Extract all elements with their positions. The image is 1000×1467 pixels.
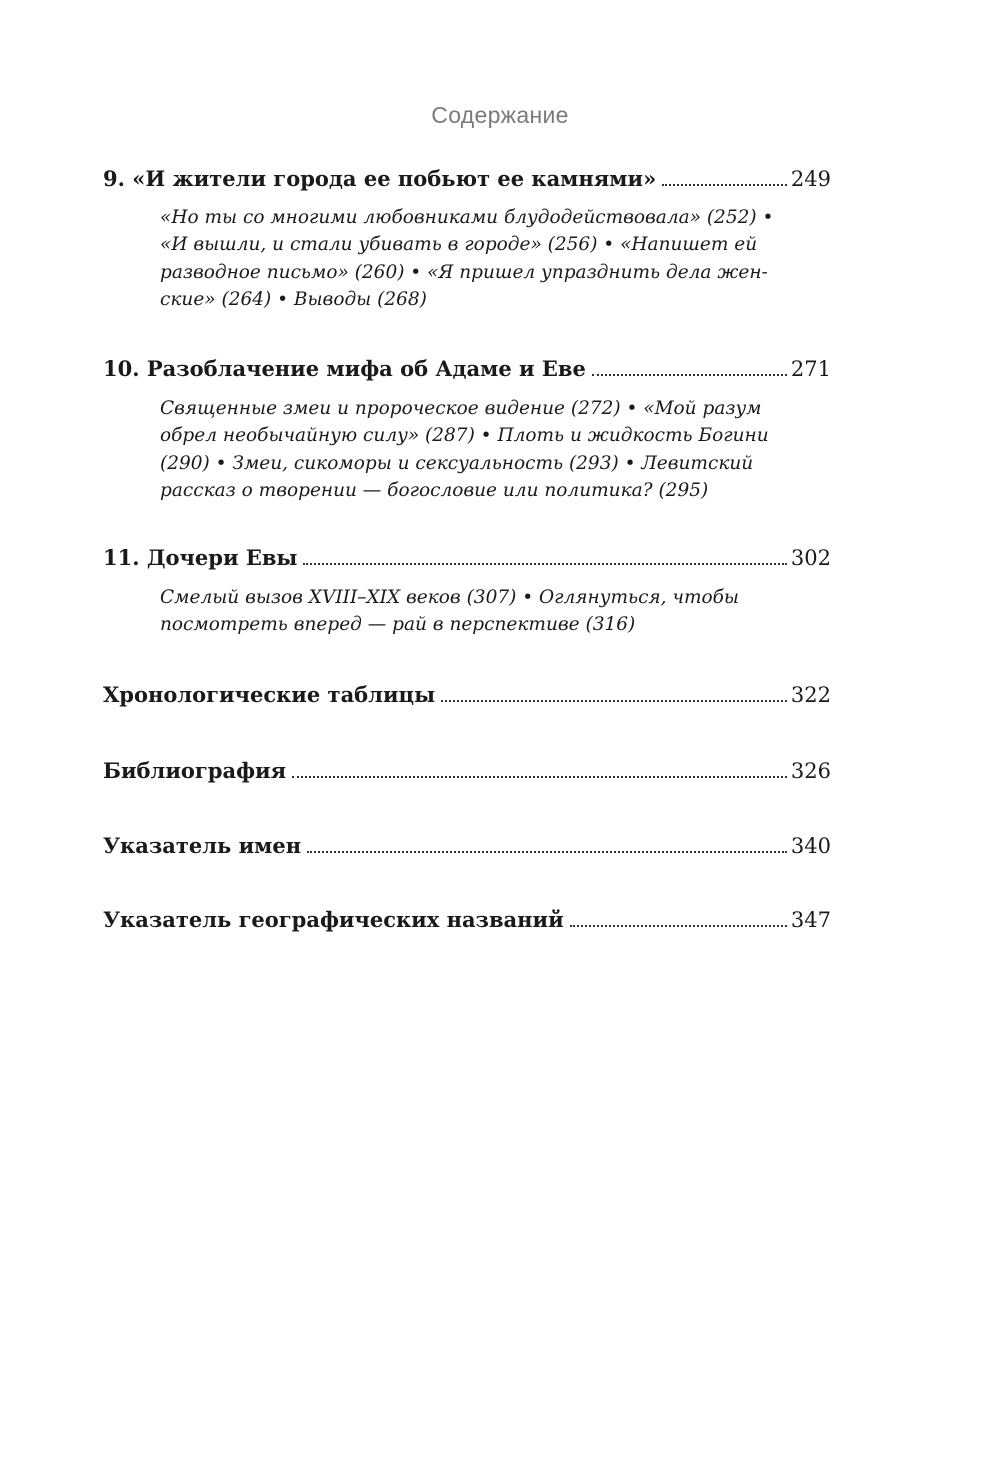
dot-leader [303,563,786,565]
toc-entry-title: 9. «И жители города ее побьют ее камнями» [103,166,657,191]
toc-entry-bibliography[interactable] [103,756,831,786]
subsection-line: Священные змеи и пророческое видение (272) • «Мой разум [160,398,762,419]
toc-subsections-chapter-11 [160,584,820,639]
subsection-line: разводное письмо» (260) • «Я пришел упразднить дела жен- [160,261,768,283]
toc-entry-page: 271 [790,357,831,381]
toc-entry-chapter-10[interactable] [103,354,831,384]
subsection-line: ские» (264) • Выводы (268) [160,289,427,311]
toc-entry-page: 322 [790,683,831,707]
dot-leader [292,776,787,778]
subsection-line: (290) • Змеи, сикоморы и сексуальность (293) • Левитский [160,452,754,474]
toc-entry-chronological-tables[interactable] [103,680,831,710]
toc-entry-title: 10. Разоблачение мифа об Адаме и Еве [103,356,586,381]
subsection-line: обрел необычайную силу» (287) • Плоть и жидкость Богини [160,425,769,447]
toc-entry-page: 302 [790,546,831,570]
subsection-line: «Но ты со многими любовниками блудодействовала» (252) • [160,207,774,228]
dot-leader [441,700,787,702]
toc-entry-page: 340 [790,834,831,858]
toc-entry-chapter-11[interactable] [103,543,831,573]
subsection-line: «И вышли, и стали убивать в городе» (256) • «Напишет ей [160,234,758,256]
toc-entry-title: Хронологические таблицы [103,682,436,707]
toc-entry-title: Указатель географических названий [103,907,564,932]
toc-entry-name-index[interactable] [103,831,831,861]
toc-entry-page: 326 [790,759,831,783]
dot-leader [307,851,787,853]
toc-entry-title: Указатель имен [103,833,302,858]
toc-entry-geographic-index[interactable] [103,905,831,935]
toc-entry-chapter-9[interactable] [103,164,831,194]
dot-leader [662,184,787,186]
dot-leader [592,374,787,376]
toc-entry-page: 249 [790,167,831,191]
running-head: Содержание [431,102,569,128]
dot-leader [570,925,787,927]
subsection-line: посмотреть вперед — рай в перспективе (316) [160,614,636,636]
toc-entry-title: Библиография [103,758,287,783]
subsection-line: рассказ о творении — богословие или политика? (295) [160,480,709,502]
toc-entry-page: 347 [790,908,831,932]
toc-subsections-chapter-9 [160,204,820,314]
toc-entry-title: 11. Дочери Евы [103,545,298,570]
toc-subsections-chapter-10 [160,395,820,505]
subsection-line: Смелый вызов XVIII–XIX веков (307) • Оглянуться, чтобы [160,587,739,608]
